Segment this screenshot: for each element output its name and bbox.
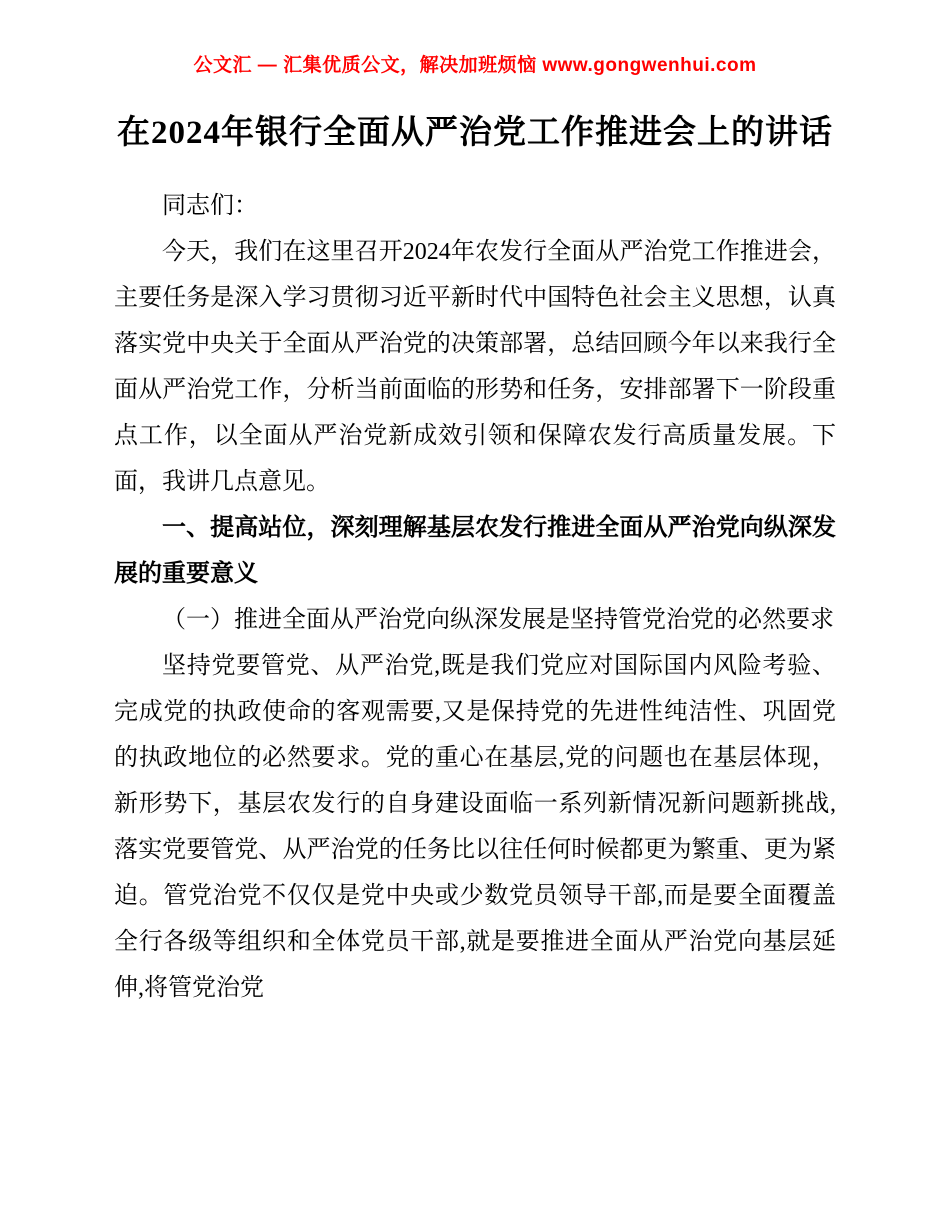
document-title: 在2024年银行全面从严治党工作推进会上的讲话 xyxy=(117,115,833,151)
paragraph-salutation: 同志们： xyxy=(162,193,258,219)
section-subheading-1: （一）推进全面从严治党向纵深发展是坚持管党治党的必然要求 xyxy=(162,607,834,633)
site-watermark-banner: 公文汇 — 汇集优质公文，解决加班烦恼 www.gongwenhui.com xyxy=(193,55,757,76)
section-heading-1: 一、提高站位，深刻理解基层农发行推进全面从严治党向纵深发展的重要意义 xyxy=(114,515,836,587)
paragraph-body: 坚持党要管党、从严治党,既是我们党应对国际国内风险考验、完成党的执政使命的客观需要,又是保持党的先进性纯洁性、巩固党的执政地位的必然要求。党的重心在基层,党的问题也在基层体现，新形势下，基层农发行的自身建设面临一系列新情况新问题新挑战,落实党要管党、从严治党的任务比以往任何时候都更为繁重、更为紧迫。管党治党不仅仅是党中央或少数党员领导干部,而是要全面覆盖全行各级等组织和全体党员干部,就是要推进全面从严治党向基层延伸,将管党治党 xyxy=(114,653,836,1001)
document-body xyxy=(114,183,836,1011)
paragraph-intro: 今天，我们在这里召开2024年农发行全面从严治党工作推进会，主要任务是深入学习贯彻习近平新时代中国特色社会主义思想，认真落实党中央关于全面从严治党的决策部署，总结回顾今年以来我行全面从严治党工作，分析当前面临的形势和任务，安排部署下一阶段重点工作，以全面从严治党新成效引领和保障农发行高质量发展。下面，我讲几点意见。 xyxy=(114,239,836,495)
